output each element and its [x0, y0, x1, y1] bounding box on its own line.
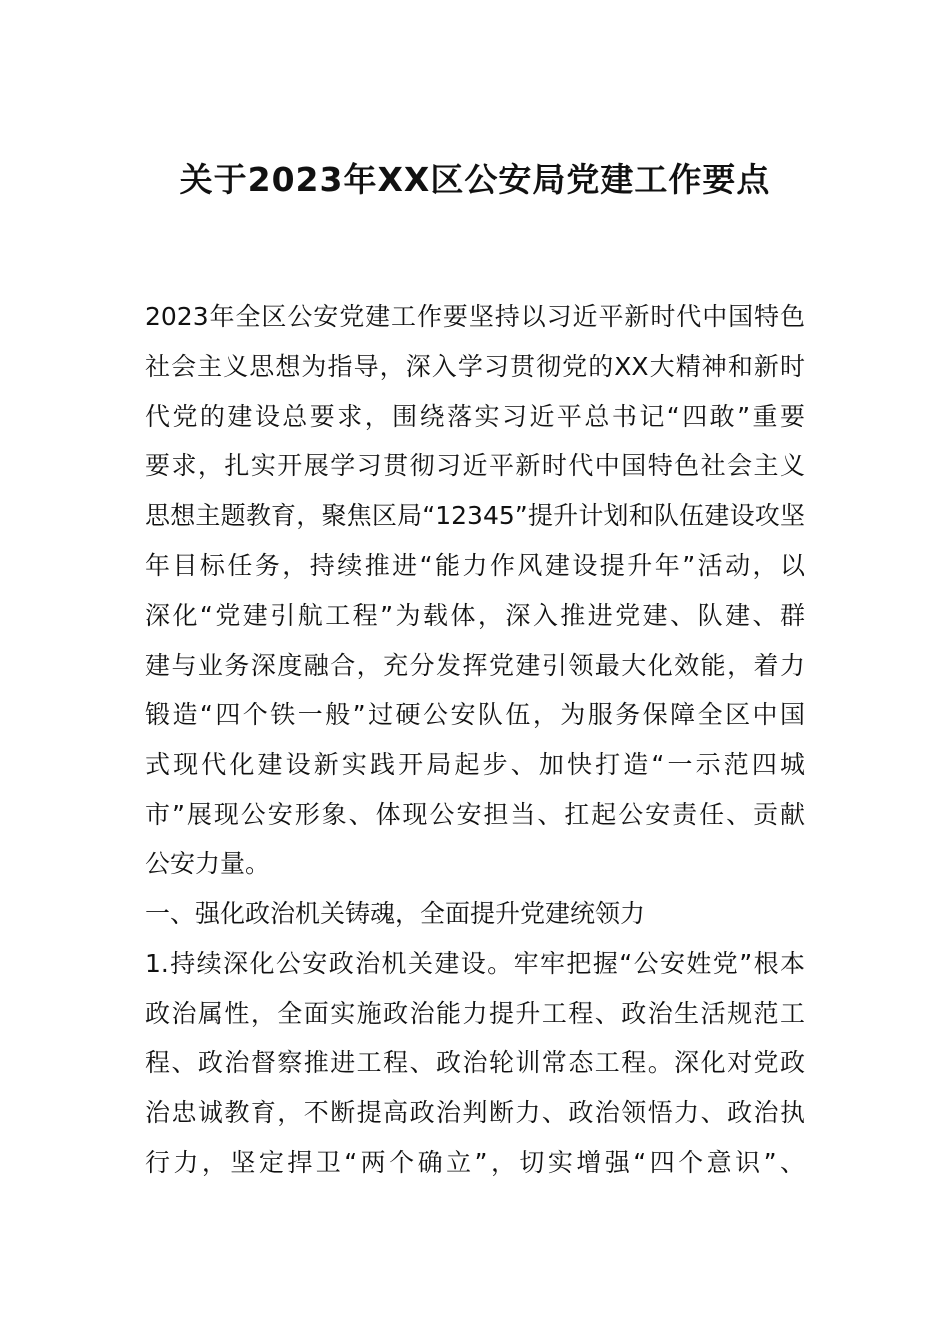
document-title: 关于2023年XX区公安局党建工作要点 [179, 160, 771, 199]
body-line: 政治属性，全面实施政治能力提升工程、政治生活规范工 [145, 999, 805, 1028]
body-line: 年目标任务，持续推进“能力作风建设提升年”活动，以 [145, 551, 805, 580]
body-line: 式现代化建设新实践开局起步、加快打造“一示范四城 [145, 750, 805, 779]
body-line: 锻造“四个铁一般”过硬公安队伍，为服务保障全区中国 [145, 700, 805, 729]
body-line: 建与业务深度融合，充分发挥党建引领最大化效能，着力 [145, 651, 805, 680]
body-line: 社会主义思想为指导，深入学习贯彻党的XX大精神和新时 [145, 352, 805, 381]
body-line: 行力，坚定捍卫“两个确立”，切实增强“四个意识”、 [145, 1148, 805, 1177]
body-line: 思想主题教育，聚焦区局“12345”提升计划和队伍建设攻坚 [145, 501, 805, 530]
body-line: 治忠诚教育，不断提高政治判断力、政治领悟力、政治执 [145, 1098, 805, 1127]
section-heading: 一、强化政治机关铸魂，全面提升党建统领力 [145, 899, 646, 928]
body-line: 要求，扎实开展学习贯彻习近平新时代中国特色社会主义 [145, 451, 805, 480]
body-line: 公安力量。 [145, 849, 271, 878]
body-line: 2023年全区公安党建工作要坚持以习近平新时代中国特色 [145, 302, 805, 331]
body-line: 1.持续深化公安政治机关建设。牢牢把握“公安姓党”根本 [145, 949, 805, 978]
body-line: 程、政治督察推进工程、政治轮训常态工程。深化对党政 [145, 1048, 805, 1077]
body-line: 深化“党建引航工程”为载体，深入推进党建、队建、群 [145, 601, 805, 630]
body-line: 市”展现公安形象、体现公安担当、扛起公安责任、贡献 [145, 800, 805, 829]
body-line: 代党的建设总要求，围绕落实习近平总书记“四敢”重要 [145, 402, 805, 431]
